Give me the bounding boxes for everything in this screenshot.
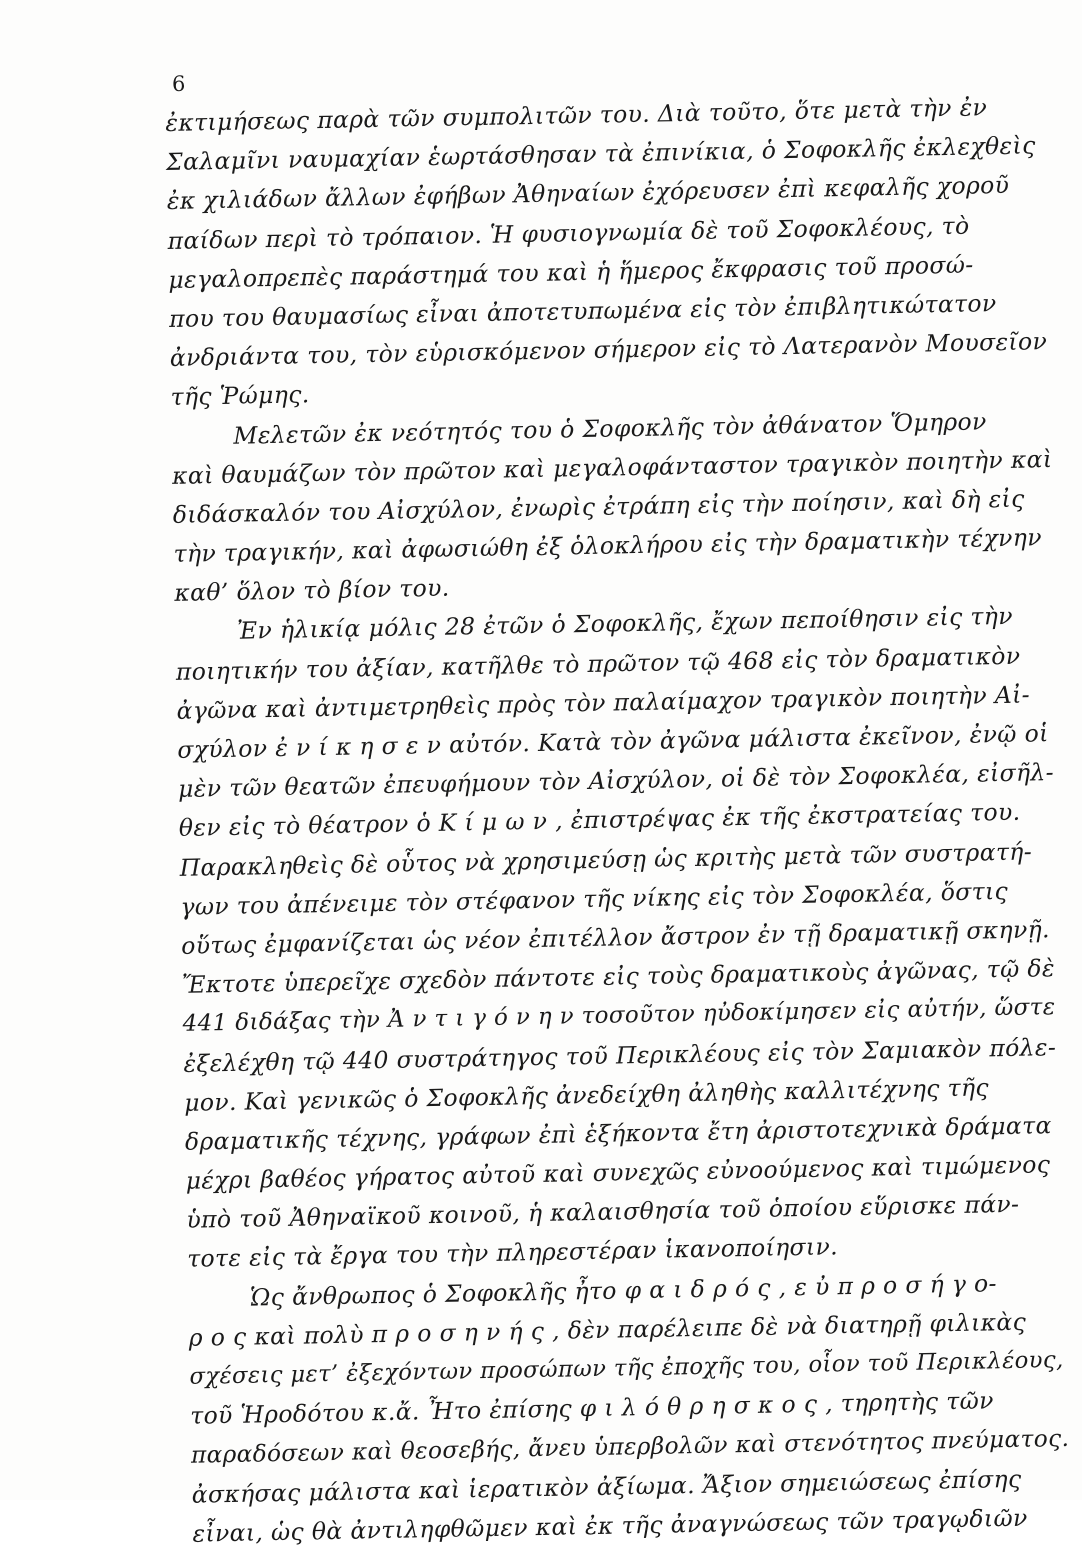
text-line: Ἔκτοτε ὑπερεῖχε σχεδὸν πάντοτε εἰς τοὺς δραματικοὺς ἀγῶνας, τῷ δὲ — [181, 954, 1056, 999]
text-line: ἐκ χιλιάδων ἄλλων ἐφήβων Ἀθηναίων ἐχόρευσεν ἐπὶ κεφαλῆς χοροῦ — [166, 171, 1010, 216]
text-line: ἀγῶνα καὶ ἀντιμετρηθεὶς πρὸς τὸν παλαίμαχον τραγικὸν ποιητὴν Αἰ- — [176, 680, 1031, 725]
text-line: σχέσεις μετ’ ἐξεχόντων προσώπων τῆς ἐποχῆς του, οἷον τοῦ Περικλέους, — [189, 1346, 1064, 1390]
text-line: μον. Καὶ γενικῶς ὁ Σοφοκλῆς ἀνεδείχθη ἀληθὴς καλλιτέχνης τῆς — [183, 1073, 990, 1117]
text-line: οὕτως ἐμφανίζεται ὡς νέον ἐπιτέλλον ἄστρον ἐν τῇ δραματικῇ σκηνῇ. — [180, 915, 1051, 960]
text-line: Ὡς ἄνθρωπος ὁ Σοφοκλῆς ἦτο φ α ι δ ρ ό ς , ε ὐ π ρ ο σ ή γ ο- — [249, 1268, 998, 1312]
text-line: παραδόσεων καὶ θεοσεβής, ἄνευ ὑπερβολῶν καὶ στενότητος πνεύματος. — [190, 1425, 1070, 1470]
text-line: Παρακληθεὶς δὲ οὗτος νὰ χρησιμεύσῃ ὡς κριτὴς μετὰ τῶν συστρατή- — [179, 837, 1033, 882]
page-number: 6 — [172, 72, 186, 96]
text-line: μὲν τῶν θεατῶν ἐπευφήμουν τὸν Αἰσχύλον, οἱ δὲ τὸν Σοφοκλέα, εἰσῆλ- — [177, 758, 1055, 804]
text-line: γων του ἀπένειμε τὸν στέφανον τῆς νίκης εἰς τὸν Σοφοκλέα, ὅστις — [180, 876, 1009, 921]
text-line: Μελετῶν ἐκ νεότητός του ὁ Σοφοκλῆς τὸν ἀθάνατον Ὅμηρον — [233, 406, 987, 450]
text-line: ὑπὸ τοῦ Ἀθηναϊκοῦ κοινοῦ, ἡ καλαισθησία τοῦ ὁποίου εὕρισκε πάν- — [186, 1190, 1020, 1235]
text-line: σχύλον ἐ ν ί κ η σ ε ν αὐτόν. Κατὰ τὸν ἀγῶνα μάλιστα ἐκεῖνον, ἐνῷ οἱ — [177, 719, 1049, 764]
text-line: μεγαλοπρεπὲς παράστημά του καὶ ἡ ἥμερος ἔκφρασις τοῦ προσώ- — [168, 250, 974, 294]
text-line: τῆς Ῥώμης. — [170, 380, 310, 412]
text-line: ποιητικήν του ἀξίαν, κατῆλθε τὸ πρῶτον τῷ 468 εἰς τὸν δραματικὸν — [175, 641, 1021, 686]
text-line: ἐξελέχθη τῷ 440 συστράτηγος τοῦ Περικλέους εἰς τὸν Σαμιακὸν πόλε- — [183, 1032, 1057, 1078]
text-line: ἐκτιμήσεως παρὰ τῶν συμπολιτῶν του. Διὰ τοῦτο, ὅτε μετὰ τὴν ἐν — [165, 93, 988, 137]
text-line: παίδων περὶ τὸ τρόπαιον. Ἡ φυσιογνωμία δὲ τοῦ Σοφοκλέους, τὸ — [167, 211, 970, 255]
text-line: μέχρι βαθέος γήρατος αὐτοῦ καὶ συνεχῶς εὐνοούμενος καὶ τιμώμενος — [185, 1150, 1051, 1195]
text-line: τοῦ Ἡροδότου κ.ἄ. Ἦτο ἐπίσης φ ι λ ό θ ρ η σ κ ο ς , τηρητὴς τῶν — [189, 1386, 994, 1430]
text-line: καὶ θαυμάζων τὸν πρῶτον καὶ μεγαλοφάνταστον τραγικὸν ποιητὴν καὶ — [171, 444, 1053, 490]
text-line: Σαλαμῖνι ναυμαχίαν ἑωρτάσθησαν τὰ ἐπινίκια, ὁ Σοφοκλῆς ἐκλεχθεὶς — [165, 131, 1036, 177]
text-line: θεν εἰς τὸ θέατρον ὁ Κ ί μ ω ν , ἐπιστρέψας ἐκ τῆς ἐκστρατείας του. — [178, 798, 1021, 843]
text-line: τὴν τραγικήν, καὶ ἀφωσιώθη ἐξ ὁλοκλήρου εἰς τὴν δραματικὴν τέχνην — [173, 523, 1043, 568]
text-line: που του θαυμασίως εἶναι ἀποτετυπωμένα εἰς τὸν ἐπιβλητικώτατον — [168, 289, 997, 333]
text-line: τοτε εἰς τὰ ἔργα του τὴν πληρεστέραν ἱκανοποίησιν. — [186, 1232, 839, 1274]
text-line: ἀσκήσας μάλιστα καὶ ἱερατικὸν ἀξίωμα. Ἄξιον σημειώσεως ἐπίσης — [191, 1464, 1022, 1509]
text-line: Ἐν ἡλικίᾳ μόλις 28 ἐτῶν ὁ Σοφοκλῆς, ἔχων πεποίθησιν εἰς τὴν — [236, 602, 1014, 646]
text-line: καθ’ ὅλον τὸ βίον του. — [174, 573, 450, 608]
text-line: ἀνδριάντα του, τὸν εὑρισκόμενον σήμερον εἰς τὸ Λατερανὸν Μουσεῖον — [169, 327, 1048, 373]
text-line: εἶναι, ὡς θὰ ἀντιληφθῶμεν καὶ ἐκ τῆς ἀναγνώσεως τῶν τραγῳδιῶν — [192, 1503, 1028, 1548]
text-line: 441 διδάξας τὴν Ἀ ν τ ι γ ό ν η ν τοσοῦτον ηὐδοκίμησεν εἰς αὐτήν, ὥστε — [182, 994, 1056, 1038]
text-line: δραματικῆς τέχνης, γράφων ἐπὶ ἑξήκοντα ἔτη ἀριστοτεχνικὰ δράματα — [184, 1111, 1052, 1156]
text-line: ρ ο ς καὶ πολὺ π ρ ο σ η ν ή ς , δὲν παρέλειπε δὲ νὰ διατηρῇ φιλικὰς — [188, 1307, 1027, 1352]
body-text — [165, 87, 1073, 1554]
text-line: διδάσκαλόν του Αἰσχύλον, ἐνωρὶς ἐτράπη εἰς τὴν ποίησιν, καὶ δὴ εἰς — [172, 484, 1025, 529]
